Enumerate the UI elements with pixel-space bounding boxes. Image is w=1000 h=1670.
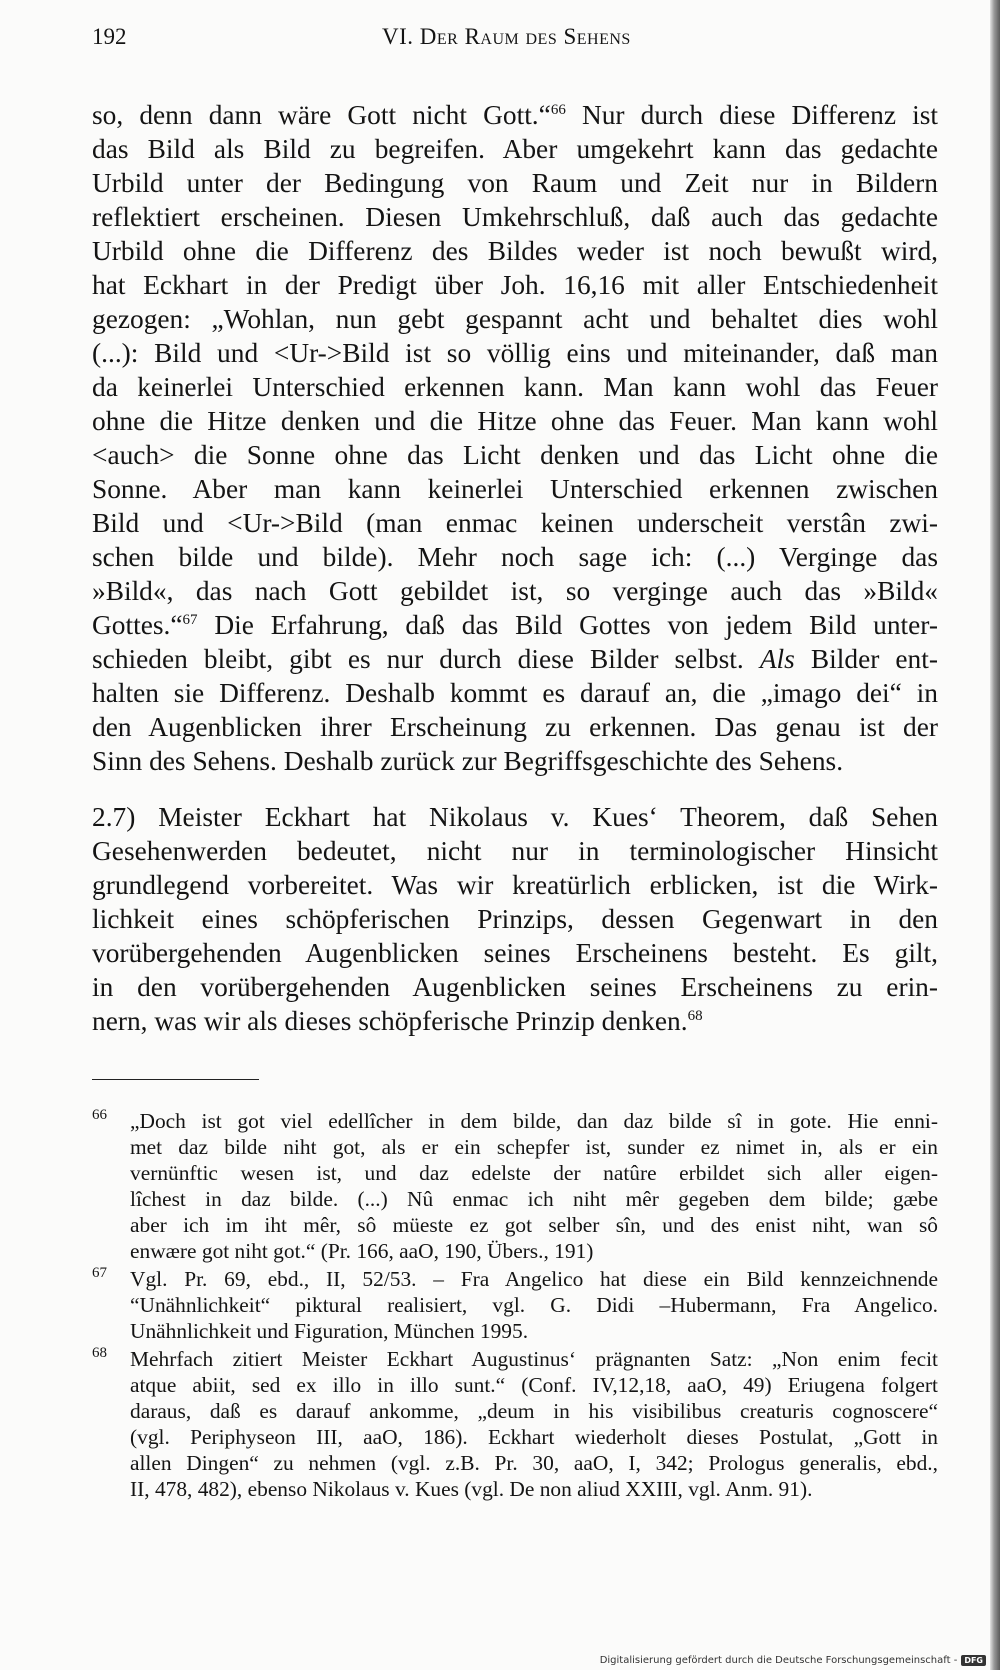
text-line: da keinerlei Unterschied erkennen kann. Man kann wohl das Feuer (92, 372, 938, 402)
footnote-line: lîchest in daz bilde. (...) Nû enmac ich niht mêr gegeben dem bilde; gæbe (130, 1187, 938, 1211)
text-line: schen bilde und bilde). Mehr noch sage ich: (...) Verginge das (92, 542, 938, 572)
footnote-line: enwære got niht got.“ (Pr. 166, aaO, 190, Übers., 191) (130, 1239, 594, 1263)
text-line: (...): Bild und <Ur->Bild ist so völlig eins und miteinander, daß man (92, 338, 938, 368)
text-line: schieden bleibt, gibt es nur durch diese Bilder selbst. Als Bilder ent- (92, 644, 938, 674)
footnote-line: II, 478, 482), ebenso Nikolaus v. Kues (vgl. De non aliud XXIII, vgl. Anm. 91). (130, 1477, 813, 1501)
text-line: Gottes.“$^{67}$ Die Erfahrung, daß das Bild Gottes von jedem Bild unter- (92, 610, 938, 640)
footnote-separator (92, 1079, 259, 1080)
text-line: halten sie Differenz. Deshalb kommt es darauf an, die „imago dei“ in (92, 678, 938, 708)
text-line: grundlegend vorbereitet. Was wir kreatürlich erblicken, ist die Wirk- (92, 870, 938, 900)
digitization-credit (600, 1655, 986, 1666)
footnote-line: Mehrfach zitiert Meister Eckhart Augustinus‘ prägnanten Satz: „Non enim fecit (130, 1347, 938, 1371)
text-line: in den vorübergehenden Augenblicken seines Erscheinens zu erin- (92, 972, 938, 1002)
text-line: gezogen: „Wohlan, nun gebt gespannt acht und behaltet dies wohl (92, 304, 938, 334)
footnote-line: daraus, daß es darauf ankomme, „deum in his visibilibus creaturis cognoscere“ (130, 1399, 938, 1423)
footnote-line: aber ich im iht mêr, sô müeste ez got selber sîn, und des enist niht, wan sô (130, 1213, 938, 1237)
footnote-line: Vgl. Pr. 69, ebd., II, 52/53. – Fra Angelico hat diese ein Bild kennzeichnende (130, 1267, 938, 1291)
text-line: ohne die Hitze denken und die Hitze ohne das Feuer. Man kann wohl (92, 406, 938, 436)
text-line: Urbild ohne die Differenz des Bildes weder ist noch bewußt wird, (92, 236, 938, 266)
footnote-ref[interactable]: 66 (550, 101, 566, 118)
text-line: vorübergehenden Augenblicken seines Erscheinens besteht. Es gilt, (92, 938, 938, 968)
text-line: so, denn dann wäre Gott nicht Gott.“$^{66}$ Nur durch diese Differenz ist (92, 100, 938, 130)
text-line: <auch> die Sonne ohne das Licht denken und das Licht ohne die (92, 440, 938, 470)
dfg-logo-icon: DFG (961, 1655, 986, 1666)
footnote-line: Unähnlichkeit und Figuration, München 1995. (130, 1319, 529, 1343)
footnote-66 (92, 1108, 938, 1264)
text-line: Bild und <Ur->Bild (man enmac keinen underscheit verstân zwi- (92, 508, 938, 538)
footnote-ref[interactable]: 67 (182, 611, 198, 628)
text-line: 2.7) Meister Eckhart hat Nikolaus v. Kues‘ Theorem, daß Sehen (92, 802, 938, 832)
text-line: reflektiert erscheinen. Diesen Umkehrschluß, daß auch das gedachte (92, 202, 938, 232)
footnote-67 (92, 1266, 938, 1344)
footnote-line: allen Dingen“ zu nehmen (vgl. z.B. Pr. 30, aaO, I, 342; Prologus generalis, ebd., (130, 1451, 938, 1475)
text-line: »Bild«, das nach Gott gebildet ist, so verginge auch das »Bild« (92, 576, 938, 606)
text-line: Sonne. Aber man kann keinerlei Unterschied erkennen zwischen (92, 474, 938, 504)
text-line: Urbild unter der Bedingung von Raum und Zeit nur in Bildern (92, 168, 938, 198)
page-number: 192 (92, 24, 127, 49)
footnote-line: met daz bilde niht got, als er ein schepfer ist, sunder ez nimet in, als er ein (130, 1135, 938, 1159)
digitization-text: Digitalisierung gefördert durch die Deutsche Forschungsgemeinschaft - (599, 1655, 958, 1666)
footnote-line: „Doch ist got viel edellîcher in dem bilde, dan daz bilde sî in gote. Hie enni- (130, 1109, 938, 1133)
text-line: Gesehenwerden bedeutet, nicht nur in terminologischer Hinsicht (92, 836, 938, 866)
footnotes (92, 1108, 938, 1504)
footnote-68 (92, 1346, 938, 1502)
main-text (92, 98, 938, 1038)
text-line: den Augenblicken ihrer Erscheinung zu erkennen. Das genau ist der (92, 712, 938, 742)
footnote-line: “Unähnlichkeit“ piktural realisiert, vgl. G. Didi –Hubermann, Fra Angelico. (130, 1293, 938, 1317)
text-line: nern, was wir als dieses schöpferische Prinzip denken.$^{68}$ (92, 1006, 703, 1036)
footnote-number: 67 (92, 1265, 107, 1281)
footnote-line: vernünftic wesen ist, und daz edelste der natûre erbildet sich aller eigen- (130, 1161, 938, 1185)
footnote-line: (vgl. Periphyseon III, aaO, 186). Eckhart wiederholt dieses Postulat, „Gott in (130, 1425, 938, 1449)
text-line: Sinn des Sehens. Deshalb zurück zur Begriffsgeschichte des Sehens. (92, 746, 844, 776)
footnote-number: 68 (92, 1345, 107, 1361)
footnote-ref[interactable]: 68 (687, 1007, 703, 1024)
footnote-number: 66 (92, 1107, 107, 1123)
running-head (92, 24, 938, 58)
text-line: hat Eckhart in der Predigt über Joh. 16,16 mit aller Entschiedenheit (92, 270, 938, 300)
text-line: lichkeit eines schöpferischen Prinzips, dessen Gegenwart in den (92, 904, 938, 934)
page-edge-shadow (990, 0, 1000, 1670)
footnote-line: atque abiit, sed ex illo in illo sunt.“ (Conf. IV,12,18, aaO, 49) Eriugena folgert (130, 1373, 938, 1397)
chapter-title: VI. Der Raum des Sehens (382, 24, 631, 49)
text-line: das Bild als Bild zu begreifen. Aber umgekehrt kann das gedachte (92, 134, 938, 164)
